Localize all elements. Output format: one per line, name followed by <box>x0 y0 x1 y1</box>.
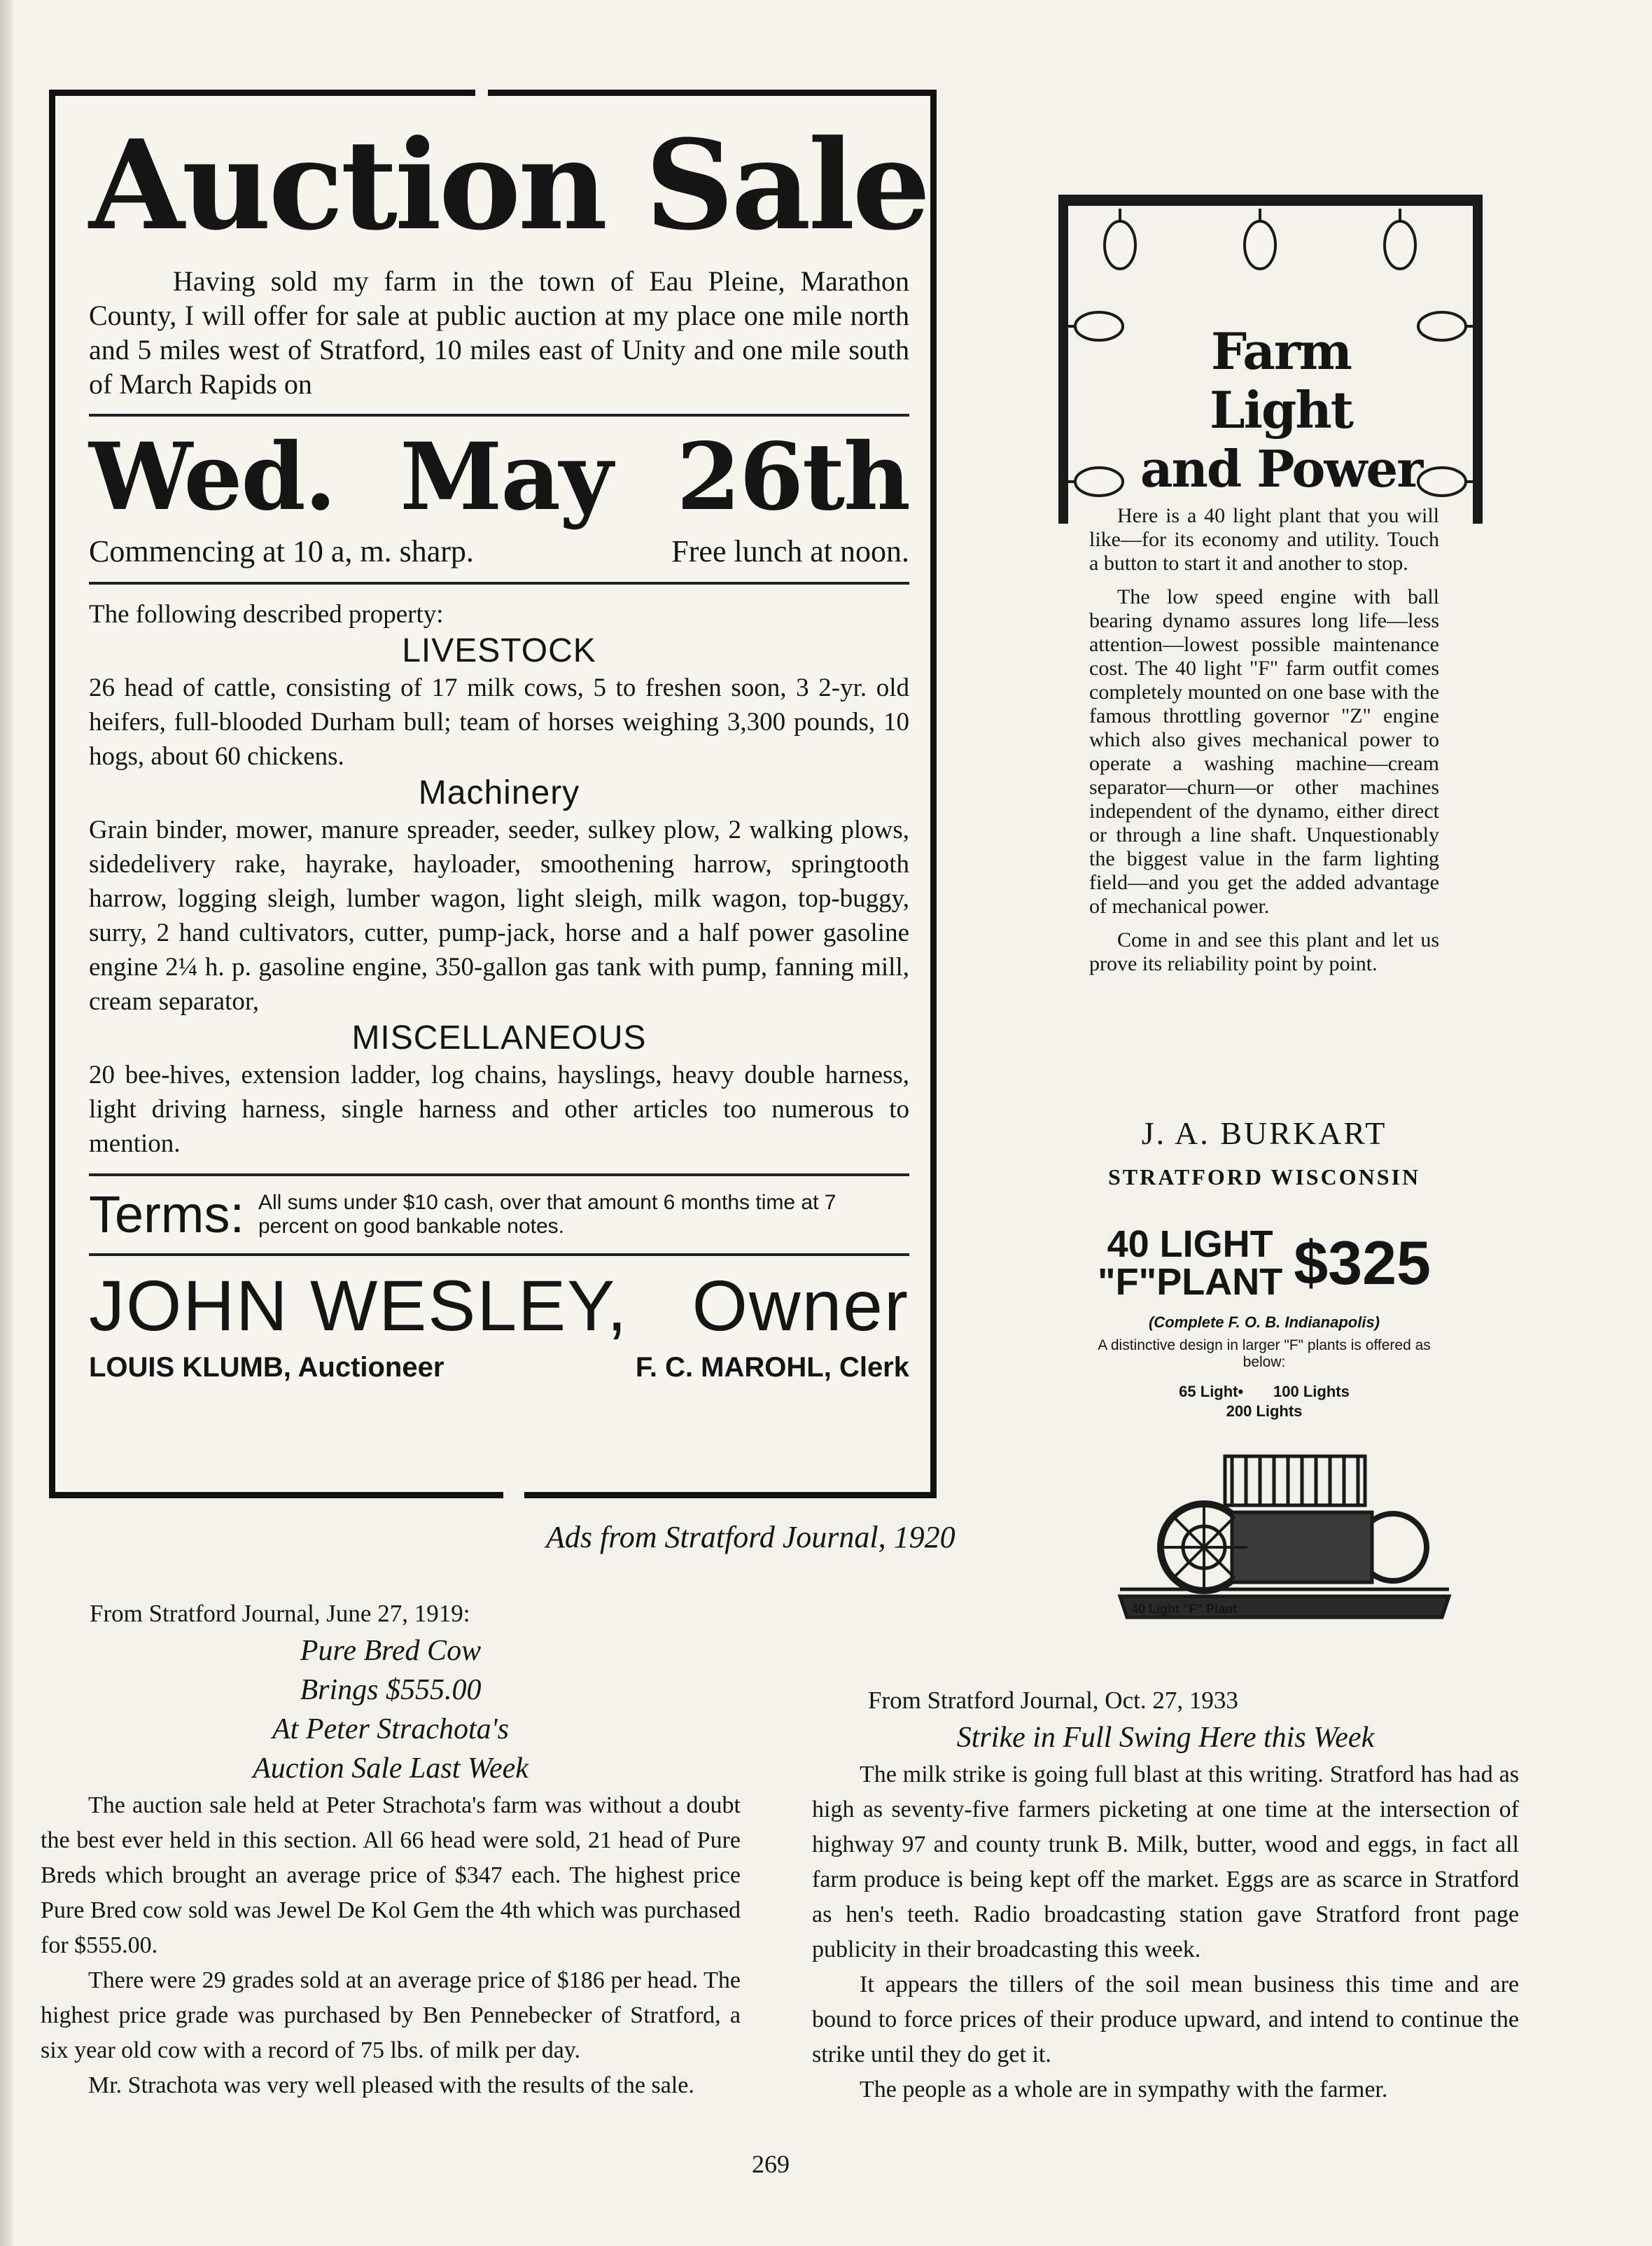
property-list <box>89 597 909 1161</box>
article-headline: Pure Bred Cow <box>300 1635 482 1667</box>
sale-time-line <box>89 533 909 569</box>
divider <box>89 1173 909 1176</box>
dealer-name: J. A. BURKART <box>1141 1115 1387 1151</box>
divider <box>89 1253 909 1256</box>
book-spine-shadow <box>0 0 13 2246</box>
farm-title-line1: Farm Light <box>1210 321 1352 440</box>
plant-name <box>1098 1225 1282 1301</box>
sale-month: May <box>400 423 612 531</box>
engine-caption: 40 Light "F" Plant <box>1131 1602 1238 1616</box>
sale-weekday: Wed. <box>89 423 335 531</box>
terms-label: Terms: <box>89 1185 244 1243</box>
terms-block <box>89 1185 909 1243</box>
staff-line <box>89 1352 909 1383</box>
border-gap-top <box>475 89 488 97</box>
owner-line <box>89 1265 909 1346</box>
sale-day: 26th <box>676 423 909 531</box>
dealer-location: STRATFORD WISCONSIN <box>1107 1164 1421 1190</box>
article-milk-strike <box>812 1683 1519 2107</box>
light-option: 200 Lights <box>1226 1402 1303 1420</box>
light-options <box>1089 1382 1439 1421</box>
article-source: From Stratford Journal, June 27, 1919: <box>90 1600 470 1627</box>
plant-line2: "F"PLANT <box>1098 1261 1283 1303</box>
article-source: From Stratford Journal, Oct. 27, 1933 <box>868 1687 1238 1714</box>
article-paragraph: The people as a whole are in sympathy with the farmer. <box>860 2077 1388 2102</box>
article-pure-bred-cow <box>41 1596 741 2103</box>
livestock-text: 26 head of cattle, consisting of 17 milk cows, 5 to freshen soon, 3 2-yr. old heifers, full-blooded Durham bull; team of horses weighing 3,300 pounds, 10 hogs, about 60 chickens. <box>89 673 909 771</box>
article-headline: Auction Sale Last Week <box>253 1752 528 1785</box>
plant-price: $325 <box>1294 1228 1431 1297</box>
article-paragraph: It appears the tillers of the soil mean business this time and are bound to force prices of their produce upward, and intend to continue the strike until they do get it. <box>812 1972 1519 2067</box>
border-gap-bottom <box>503 1491 524 1499</box>
sale-date <box>89 423 909 531</box>
farm-ad-body <box>1089 504 1439 986</box>
owner-role: Owner <box>692 1265 909 1346</box>
machinery-heading: Machinery <box>418 774 580 811</box>
ads-caption: Ads from Stratford Journal, 1920 <box>546 1520 955 1554</box>
article-headline: Strike in Full Swing Here this Week <box>956 1722 1375 1754</box>
auction-intro: Having sold my farm in the town of Eau Pleine, Marathon County, I will offer for sale at public auction at my place one mile north and 5 miles west of Stratford, 10 miles east of Unity and one mile south of March Rapids on <box>89 265 909 400</box>
farm-ad-para: Come in and see this plant and let us prove its reliability point by point. <box>1089 928 1439 975</box>
article-paragraph: The milk strike is going full blast at this writing. Stratford has had as high as seventy-five farmers picketing at one time at the intersection of highway 97 and county trunk B. Milk, butter, wood and eggs, in fact all farm produce is being kept off the market. Eggs are as scarce in Stratford as hen's teeth. Radio broadcasting station gave Stratford front page publicity in their broadcasting this week. <box>812 1762 1519 1962</box>
page-number: 269 <box>752 2150 790 2178</box>
article-headline: At Peter Strachota's <box>272 1713 509 1745</box>
farm-ad-para: Here is a 40 light plant that you will like—for its economy and utility. Touch a button to start it and another to stop. <box>1089 504 1439 575</box>
farm-light-title <box>1134 322 1428 498</box>
owner-name: JOHN WESLEY, <box>89 1265 629 1346</box>
property-lead: The following described property: <box>89 599 444 629</box>
dealer-block <box>1089 1115 1439 1190</box>
farm-title-line2: and Power <box>1140 439 1422 498</box>
miscellaneous-heading: MISCELLANEOUS <box>351 1019 647 1056</box>
article-paragraph: There were 29 grades sold at an average price of $186 per head. The highest price grade was purchased by Ben Pennebecker of Stratford, a six year old cow with a record of 75 lbs. of milk per day. <box>41 1967 741 2063</box>
machinery-text: Grain binder, mower, manure spreader, seeder, sulkey plow, 2 walking plows, sidedelivery rake, hayrake, hayloader, smoothening harrow, springtooth harrow, logging sleigh, lumber wagon, light sleigh, milk wagon, top-buggy, surry, 2 hand cultivators, cutter, pump-jack, horse and a half power gasoline engine 2¼ h. p. gasoline engine, 350-gallon gas tank with pump, fanning mill, cream separator, <box>89 815 909 1016</box>
plant-offer <box>1089 1225 1439 1301</box>
livestock-heading: LIVESTOCK <box>402 632 596 669</box>
terms-text: All sums under $10 cash, over that amount 6 months time at 7 percent on good bankable notes. <box>258 1190 836 1238</box>
light-option: 65 Light• <box>1179 1383 1244 1400</box>
design-note: A distinctive design in larger "F" plants is offered as below: <box>1098 1337 1431 1370</box>
fob-note: (Complete F. O. B. Indianapolis) <box>1148 1313 1380 1331</box>
clerk: F. C. MAROHL, Clerk <box>635 1351 909 1383</box>
plant-line1: 40 LIGHT <box>1107 1223 1273 1265</box>
article-headline: Brings $555.00 <box>300 1674 482 1706</box>
light-option: 100 Lights <box>1273 1383 1350 1400</box>
auctioneer: LOUIS KLUMB, Auctioneer <box>89 1351 444 1383</box>
free-lunch: Free lunch at noon. <box>671 533 909 569</box>
farm-ad-para: The low speed engine with ball bearing dynamo assures long life—less attention—lowest possible maintenance cost. The 40 light "F" farm outfit comes completely mounted on one base with the famous throttling governor "Z" engine which also gives mechanical power to operate a washing machine—cream separator—churn—or other machines independent of the dynamo, either direct or through a line shaft. Unquestionably the biggest value in the farm lighting field—and you get the added advantage of mechanical power. <box>1089 585 1439 918</box>
article-paragraph: Mr. Strachota was very well pleased with the results of the sale. <box>88 2072 694 2098</box>
divider <box>89 414 909 417</box>
article-paragraph: The auction sale held at Peter Strachota's farm was without a doubt the best ever held in this section. All 66 head were sold, 21 head of Pure Breds which brought an average price of $347 each. The highest price Pure Bred cow sold was Jewel De Kol Gem the 4th which was purchased for $555.00. <box>41 1792 741 1958</box>
miscellaneous-text: 20 bee-hives, extension ladder, log chains, hayslings, heavy double harness, light driving harness, single harness and other articles too numerous to mention. <box>89 1060 909 1158</box>
commencing-time: Commencing at 10 a, m. sharp. <box>89 533 474 569</box>
auction-title: Auction Sale <box>89 113 928 258</box>
divider <box>89 582 909 585</box>
auction-sale-ad <box>49 90 937 1498</box>
